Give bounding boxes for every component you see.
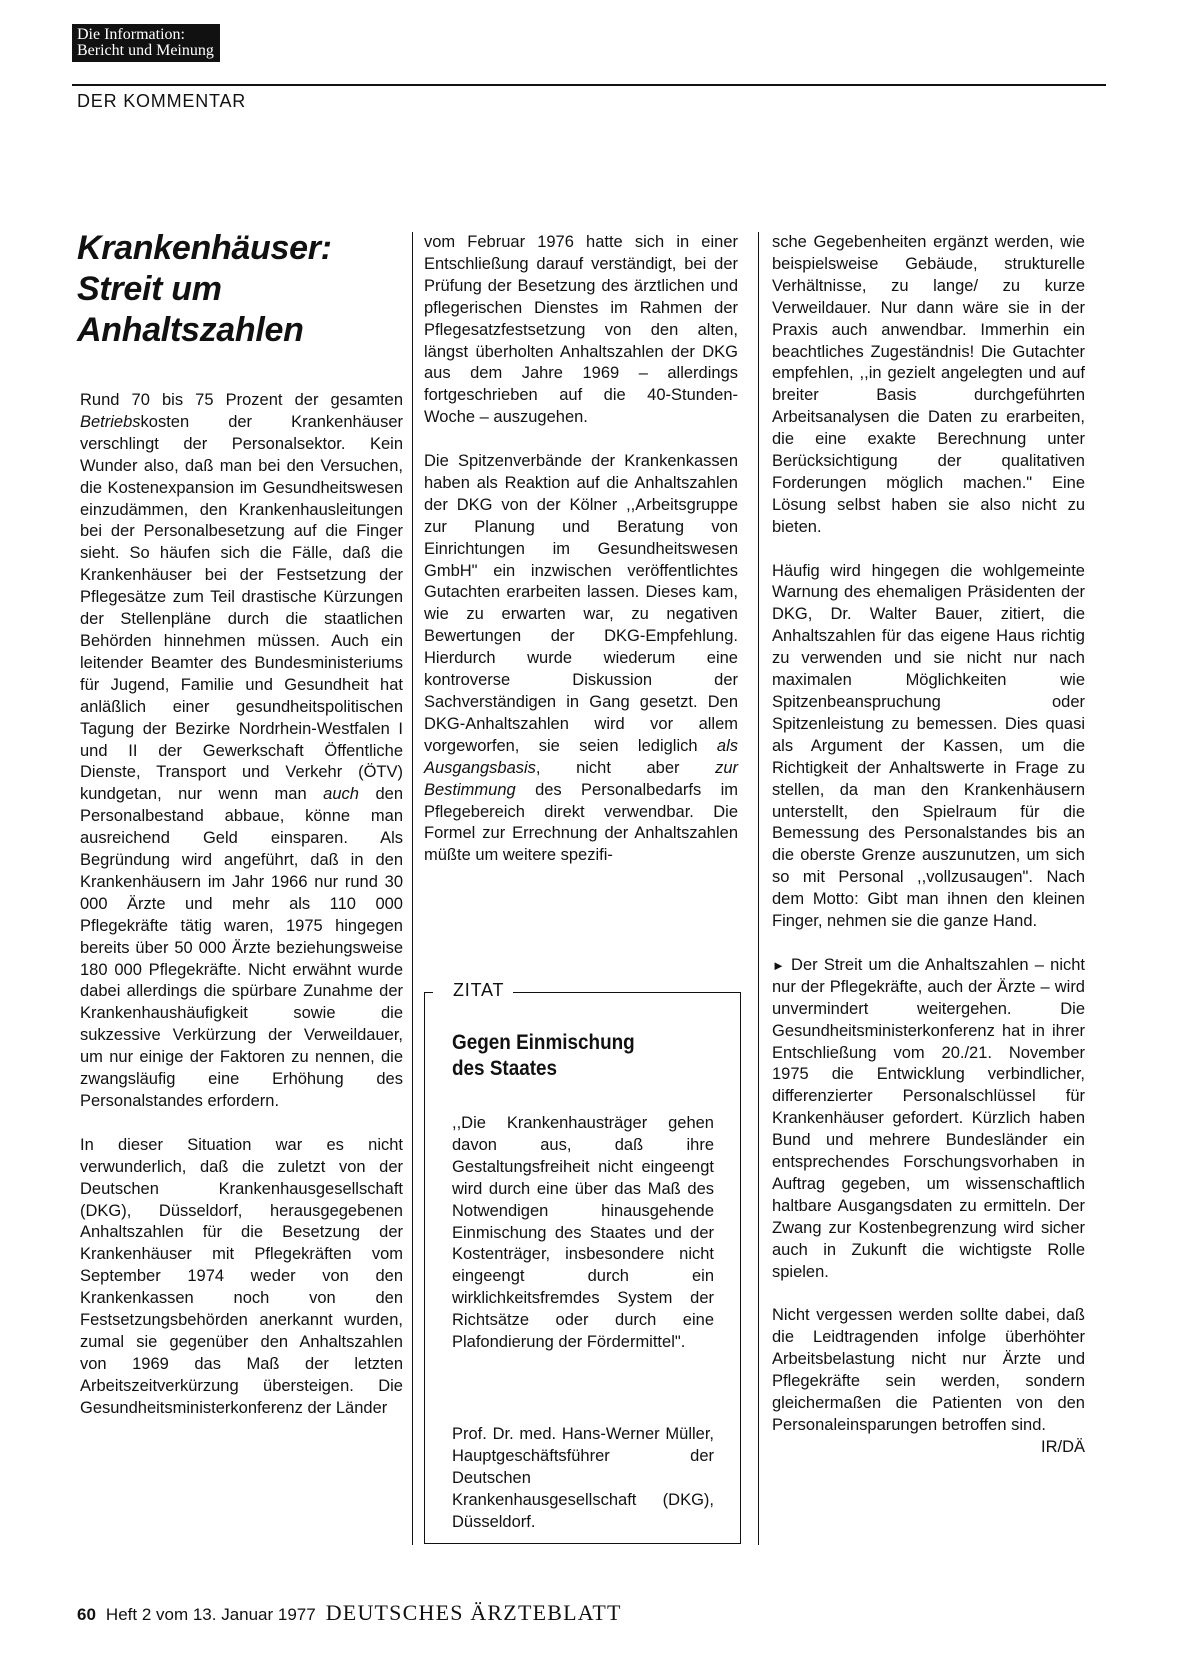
article-column-1 [80, 390, 403, 1420]
quote-title-line-1: Gegen Einmischung [452, 1031, 635, 1054]
text-run: Nicht vergessen werden sollte dabei, daß die Leidtragenden infolge überhöhter Arbeitsbelastung nicht nur Ärzte und Pflegekräfte sein werden, sondern gleichermaßen die Patienten von den Personaleinsparungen betroffen sind. [772, 1306, 1085, 1434]
quote-title [452, 1030, 686, 1082]
paragraph [424, 451, 738, 867]
issue-info: Heft 2 vom 13. Januar 1977 [105, 1605, 316, 1624]
emphasis: Betriebs [80, 412, 141, 431]
text-run: , nicht aber [535, 758, 716, 777]
quote-box-top-rule [513, 992, 740, 993]
text-run: Der Streit um die Anhaltszahlen – nicht nur der Pflegekräfte, auch der Ärzte – wird unvermindert weitergehen. Die Gesundheitsministerkonferenz hat in ihrer Entschließung vom 20./21. November 1975 die Entwicklung verbindlicher, differenzierter Personalschlüssel für Krankenhäuser gefordert. Kürzlich haben Bund und mehrere Bundesländer ein entsprechendes Forschungsvorhaben in Auftrag gegeben, um wissenschaftlich haltbare Ausgangsdaten zu ermitteln. Der Zwang zur Kostenbegrenzung wird sicher auch in Zukunft die wichtigste Rolle spielen. [772, 955, 1085, 1281]
paragraph [772, 1305, 1085, 1456]
header-rule [72, 84, 1106, 86]
paragraph [772, 955, 1085, 1284]
text-run: kosten der Krankenhäuser verschlingt der Personalsektor. Kein Wunder also, daß man bei den Versuchen, die Kostenexpansion im Gesundheitswesen einzudämmen, den Krankenhausleitungen bei der Personalbesetzung auf die Finger sieht. So häufen sich die Fälle, daß die Krankenhäuser bei der Festsetzung der Pflegesätze zum Teil drastische Kürzungen der Stellenpläne durch die staatlichen Behörden hinnehmen müssen. Auch ein leitender Beamter des Bundesministeriums für Jugend, Familie und Gesundheit hat anläßlich einer gesundheitspolitischen Tagung der Bezirke Nordrhein-Westfalen I und II der Gewerkschaft Öffentliche Dienste, Transport und Verkehr (ÖTV) kundgetan, nur wenn man [80, 412, 403, 804]
column-divider [758, 232, 759, 1545]
article-column-2 [424, 232, 738, 867]
quote-label: ZITAT [449, 980, 508, 1001]
paragraph: In dieser Situation war es nicht verwunderlich, daß die zuletzt von der Deutschen Krankenhausgesellschaft (DKG), Düsseldorf, herausgegebenen Anhaltszahlen für die Besetzung der Krankenhäuser mit Pflegekräften vom September 1974 weder von den Krankenkassen noch von den Festsetzungsbehörden anerkannt wurden, zumal sie gegenüber den Anhaltszahlen von 1969 das Maß der letzten Arbeitszeitverkürzung übersteigen. Die Gesundheitsministerkonferenz der Länder [80, 1135, 403, 1417]
quote-title-line-2: des Staates [452, 1057, 558, 1080]
article-column-3 [772, 232, 1085, 1459]
emphasis: als Ausgangsbasis [424, 736, 738, 777]
masthead-line-2: Bericht und Meinung [77, 42, 214, 59]
text-run: des Personalbedarfs im Pflegebereich direkt verwendbar. Die Formel zur Errechnung der Anhaltszahlen müßte um weitere spezifi- [424, 780, 738, 865]
paragraph: sche Gegebenheiten ergänzt werden, wie beispielsweise Gebäude, strukturelle Verhältnisse, zu lange/ zu kurze Verweildauer. Nur dann wäre sie in der Praxis auch anwendbar. Immerhin ein beachtliches Zugeständnis! Die Gutachter empfehlen, ,,in gezielt angelegten und auf breiter Basis durchgeführten Arbeitsanalysen die Daten zu erarbeiten, die eine exakte Berechnung unter Berücksichtigung der qualitativen Forderungen möglich machen." Eine Lösung selbst haben sie also nicht zu bieten. [772, 233, 1085, 536]
paragraph: Häufig wird hingegen die wohlgemeinte Warnung des ehemaligen Präsidenten der DKG, Dr. Walter Bauer, zitiert, die Anhaltszahlen für das eigene Haus richtig zu verwenden und sie nicht nur nach maximalen Möglichkeiten wie Spitzenbeanspruchung oder Spitzenleistung zu bemessen. Dies quasi als Argument der Kassen, um die Richtigkeit der Anhaltswerte in Frage zu stellen, da man den Krankenhäusern unterstellt, den Spielraum für die Bemessung des Personalstandes bis an die oberste Grenze auszunutzen, um sich so mit Personal ,,vollzusaugen". Nach dem Motto: Gibt man ihnen den kleinen Finger, nehmen sie die ganze Hand. [772, 561, 1085, 931]
paragraph: vom Februar 1976 hatte sich in einer Entschließung darauf verständigt, bei der Prüfung der Besetzung des ärztlichen und pflegerischen Dienstes im Rahmen der Pflegesatzfestsetzung von den alten, längst überholten Anhaltszahlen der DKG aus dem Jahre 1969 – allerdings fortgeschrieben auf die 40-Stunden-Woche – auszugehen. [424, 233, 738, 427]
quote-author: Prof. Dr. med. Hans-Werner Müller, Hauptgeschäftsführer der Deutschen Krankenhausgesellschaft (DKG), Düsseldorf. [452, 1425, 714, 1531]
emphasis: zur Bestimmung [424, 758, 738, 799]
text-run: den Personalbestand abbaue, könne man ausreichend Geld einsparen. Als Begründung wird angeführt, daß in den Krankenhäusern im Jahr 1966 nur rund 30 000 Ärzte und mehr als 110 000 Pflegekräfte tätig waren, 1975 hingegen bereits über 50 000 Ärzte beziehungsweise 180 000 Pflegekräfte. Nicht erwähnt wurde dabei allerdings die spürbare Zunahme der Krankenhaushäufigkeit sowie die sukzessive Verkürzung der Verweildauer, um nur einige der Faktoren zu nennen, die zwangsläufig eine Erhöhung des Personalstandes erfordern. [80, 785, 403, 1110]
quote-box-top-rule [425, 992, 433, 993]
author-signature: IR/DÄ [1040, 1437, 1085, 1456]
column-divider [412, 232, 413, 1545]
text-run: Die Spitzenverbände der Krankenkassen haben als Reaktion auf die Anhaltszahlen der DKG von der Kölner ,,Arbeitsgruppe zur Planung und Beratung von Einrichtungen im Gesundheitswesen GmbH" ein inzwischen veröffentlichtes Gutachten erarbeiten lassen. Dieses kam, wie zu erwarten war, zu negativen Bewertungen der DKG-Empfehlung. Hierdurch wurde wiederum eine kontroverse Diskussion der Sachverständigen in Gang gesetzt. Den DKG-Anhaltszahlen wird vor allem vorgeworfen, sie seien lediglich [424, 452, 738, 755]
headline-line-2: Streit um [77, 270, 222, 308]
triangle-marker-icon: ► [772, 957, 785, 973]
section-label: DER KOMMENTAR [77, 91, 247, 111]
headline-line-1: Krankenhäuser: [77, 229, 332, 267]
masthead-badge [72, 24, 220, 62]
quote-text: ,,Die Krankenhausträger gehen davon aus, daß ihre Gestaltungsfreiheit nicht eingeengt wird durch eine über das Maß des Notwendigen hinausgehende Einmischung des Staates und der Kostenträger, insbesondere nicht eingeengt durch ein wirklichkeitsfremdes System der Richtsätze oder durch eine Plafondierung der Fördermittel". [452, 1114, 714, 1352]
page-footer [77, 1600, 622, 1626]
journal-name: DEUTSCHES ÄRZTEBLATT [325, 1600, 622, 1625]
headline-line-3: Anhaltszahlen [77, 311, 304, 349]
masthead-line-1: Die Information: [77, 26, 185, 43]
text-run: Rund 70 bis 75 Prozent der gesamten [80, 391, 403, 409]
emphasis: auch [323, 785, 359, 804]
page-number: 60 [77, 1605, 96, 1624]
article-headline [77, 228, 377, 351]
paragraph [80, 390, 403, 1113]
